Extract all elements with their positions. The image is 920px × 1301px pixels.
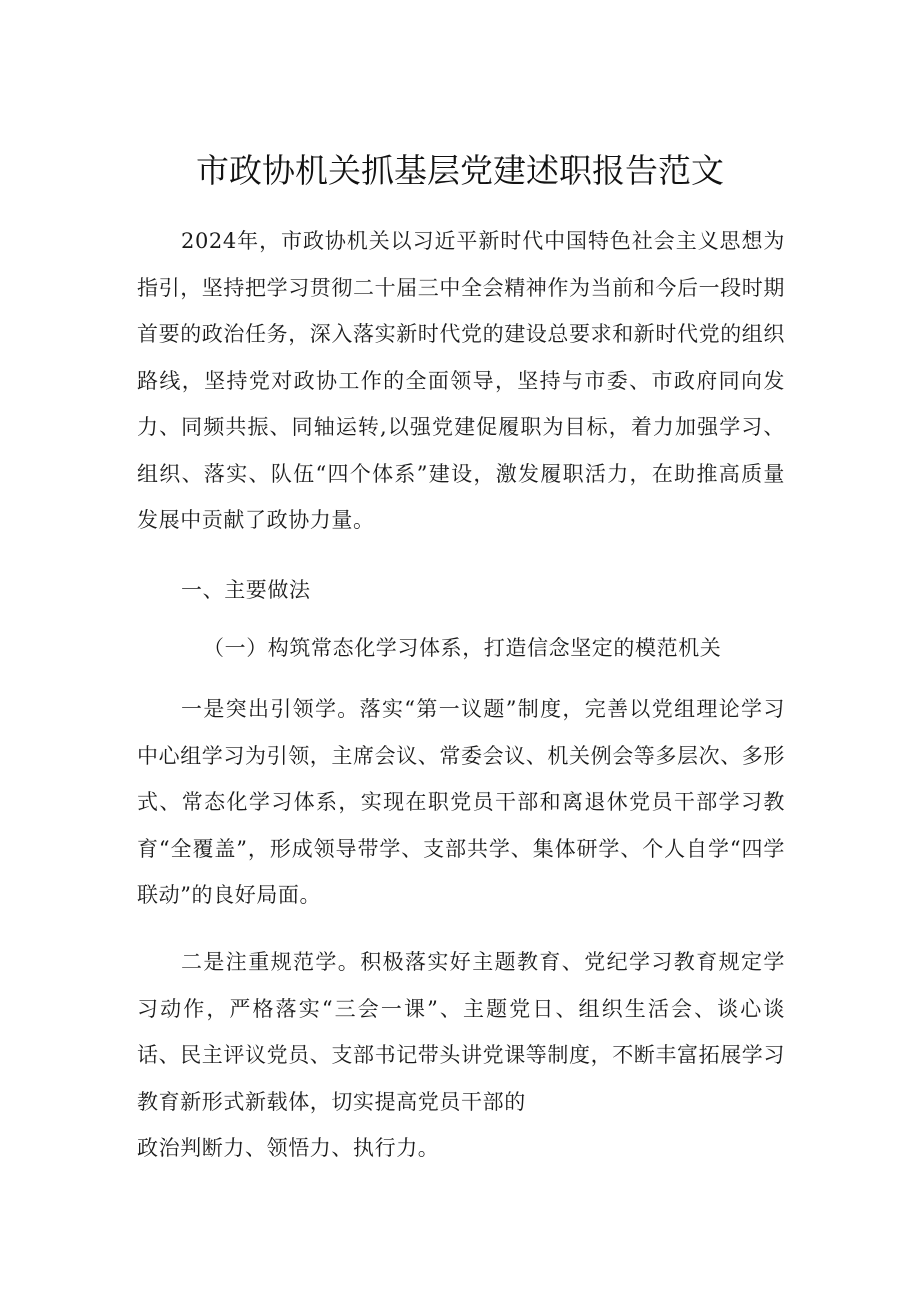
subsection-heading-study-system: （一）构筑常态化学习体系，打造信念坚定的模范机关 xyxy=(203,636,722,660)
paragraph-norm-study: 二是注重规范学。积极落实好主题教育、党纪学习教育规定学习动作，严格落实“三会一课”、主题党日、组织生活会、谈心谈话、民主评议党员、支部书记带头讲党课等制度，不断丰富拓展学习教育新形式新载体，切实提高党员干部的 xyxy=(137,950,785,1114)
paragraph-lead-study: 一是突出引领学。落实“第一议题”制度，完善以党组理论学习中心组学习为引领，主席会议、常委会议、机关例会等多层次、多形式、常态化学习体系，实现在职党员干部和离退休党员干部学习教育“全覆盖”，形成领导带学、支部共学、集体研学、个人自学“四学联动”的良好局面。 xyxy=(137,697,785,907)
intro-paragraph: 2024年，市政协机关以习近平新时代中国特色社会主义思想为指引，坚持把学习贯彻二十届三中全会精神作为当前和今后一段时期首要的政治任务，深入落实新时代党的建设总要求和新时代党的组织路线，坚持党对政协工作的全面领导，坚持与市委、市政府同向发力、同频共振、同轴运转,以强党建促履职为目标，着力加强学习、组织、落实、队伍“四个体系”建设，激发履职活力，在助推高质量发展中贡献了政协力量。 xyxy=(137,229,785,532)
section-heading-main-practices: 一、主要做法 xyxy=(181,578,311,602)
paragraph-norm-study-tail: 政治判断力、领悟力、执行力。 xyxy=(137,1136,440,1160)
document-title: 市政协机关抓基层党建述职报告范文 xyxy=(196,151,724,190)
